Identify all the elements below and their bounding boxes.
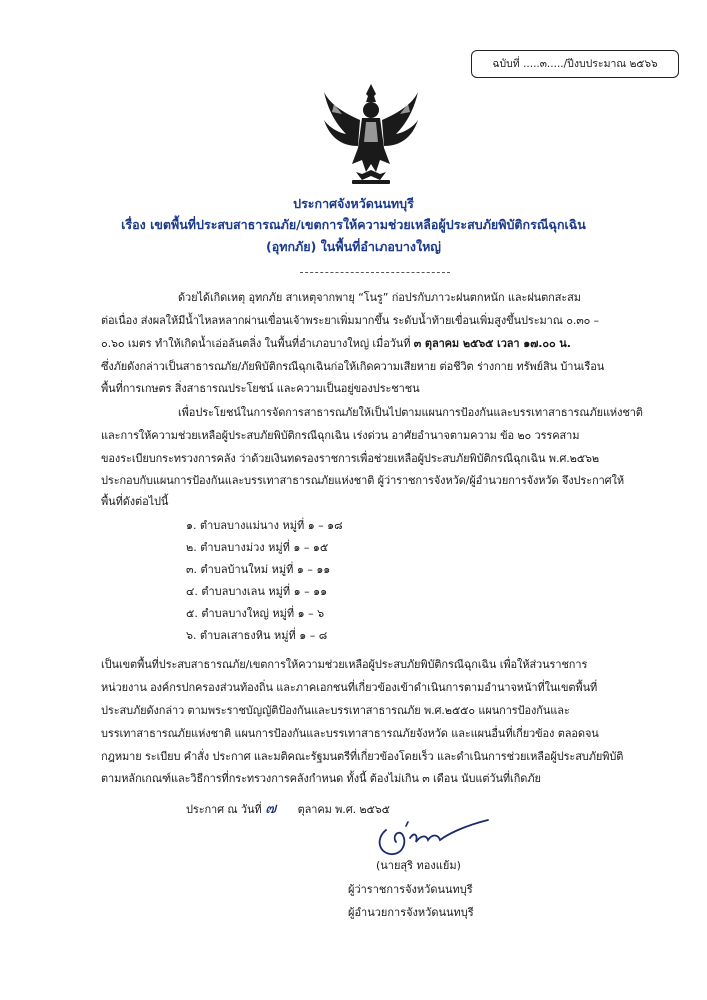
announcement-date [186, 800, 390, 818]
paragraph1-line4: ซึ่งภัยดังกล่าวเป็นสาธารณภัย/ภัยพิบัติกรณีฉุกเฉินก่อให้เกิดความเสียหาย ต่อชีวิต ร่างกาย ทรัพย์สิน บ้านเรือน [101, 360, 605, 373]
paragraph1-line3-text: ๐.๖๐ เมตร ทำให้เกิดน้ำเอ่อล้นตลิ่ง ในพื้นที่อำเภอบางใหญ่ เมื่อวันที่ [101, 337, 414, 350]
signatory-title-director: ผู้อำนวยการจังหวัดนนทบุรี [348, 906, 474, 919]
paragraph2-line4: ประกอบกับแผนการป้องกันและบรรเทาสาธารณภัยแห่งชาติ ผู้ว่าราชการจังหวัด/ผู้อำนวยการจังหวัด จึงประกาศให้ [101, 474, 624, 487]
title-line-3: (อุทกภัย) ในพื้นที่อำเภอบางใหญ่ [266, 239, 441, 254]
issue-number-box: ฉบับที่ .....๓...../ปีงบประมาณ ๒๕๖๖ [471, 50, 679, 78]
paragraph3-line4: บรรเทาสาธารณภัยแห่งชาติ แผนการป้องกันและบรรเทาสาธารณภัยจังหวัด และแผนอื่นที่เกี่ยวข้อง ตลอดจน [101, 727, 599, 740]
paragraph2-line1: เพื่อประโยชน์ในการจัดการสาธารณภัยให้เป็นไปตามแผนการป้องกันและบรรเทาสาธารณภัยแห่งชาติ [178, 406, 643, 419]
area-list-item: ๖. ตำบลเสาธงหิน หมู่ที่ ๑ – ๘ [186, 629, 328, 642]
signature-icon [372, 812, 492, 862]
paragraph1-line3 [101, 336, 571, 352]
paragraph2-line5: พื้นที่ดังต่อไปนี้ [101, 495, 169, 508]
garuda-emblem-icon [322, 82, 420, 186]
area-list-item: ๔. ตำบลบางเลน หมู่ที่ ๑ – ๑๑ [186, 585, 328, 598]
area-list-item: ๑. ตำบลบางแม่นาง หมู่ที่ ๑ – ๑๘ [186, 519, 343, 532]
paragraph2-line2: และการให้ความช่วยเหลือผู้ประสบภัยพิบัติกรณีฉุกเฉิน เร่งด่วน อาศัยอำนาจตามความ ข้อ ๒๐ วรรคสาม [101, 429, 580, 442]
announcement-day: ๗ [264, 799, 277, 817]
title-line-2: เรื่อง เขตพื้นที่ประสบสาธารณภัย/เขตการให้ความช่วยเหลือผู้ประสบภัยพิบัติกรณีฉุกเฉิน [121, 217, 586, 232]
event-datetime: ๓ ตุลาคม ๒๕๖๕ เวลา ๑๗.๐๐ น. [413, 337, 571, 350]
title-line-1: ประกาศจังหวัดนนทบุรี [293, 196, 414, 211]
title-divider [300, 272, 450, 273]
area-list-item: ๕. ตำบลบางใหญ่ หมู่ที่ ๑ – ๖ [186, 607, 325, 620]
area-list-item: ๓. ตำบลบ้านใหม่ หมู่ที่ ๑ – ๑๑ [186, 563, 331, 576]
paragraph3-line2: หน่วยงาน องค์กรปกครองส่วนท้องถิ่น และภาคเอกชนที่เกี่ยวข้องเข้าดำเนินการตามอำนาจหน้าที่ในเขตพื้นที่ [101, 681, 598, 694]
signatory-name: (นายสุริ ทองแย้ม) [376, 859, 461, 872]
paragraph3-line6: ตามหลักเกณฑ์และวิธีการที่กระทรวงการคลังกำหนด ทั้งนี้ ต้องไม่เกิน ๓ เดือน นับแต่วันที่เกิดภัย [101, 772, 541, 785]
paragraph3-line1: เป็นเขตพื้นที่ประสบสาธารณภัย/เขตการให้ความช่วยเหลือผู้ประสบภัยพิบัติกรณีฉุกเฉิน เพื่อให้ส่วนราชการ [101, 658, 588, 671]
paragraph1-line5: พื้นที่การเกษตร สิ่งสาธารณประโยชน์ และความเป็นอยู่ของประชาชน [101, 382, 420, 395]
announcement-month-year: ตุลาคม พ.ศ. ๒๕๖๕ [297, 803, 390, 816]
area-list-item: ๒. ตำบลบางม่วง หมู่ที่ ๑ – ๑๕ [186, 541, 329, 554]
signatory-title-governor: ผู้ว่าราชการจังหวัดนนทบุรี [348, 883, 473, 896]
paragraph3-line5: กฎหมาย ระเบียบ คำสั่ง ประกาศ และมติคณะรัฐมนตรีที่เกี่ยวข้องโดยเร็ว และดำเนินการช่วยเหลือผู้ประสบภัยพิบัติ [101, 750, 624, 763]
paragraph2-line3: ของระเบียบกระทรวงการคลัง ว่าด้วยเงินทดรองราชการเพื่อช่วยเหลือผู้ประสบภัยพิบัติกรณีฉุกเฉิน พ.ศ.๒๕๖๒ [101, 452, 600, 465]
paragraph1-line1: ด้วยได้เกิดเหตุ อุทกภัย สาเหตุจากพายุ “โนรู” ก่อปรกับภาวะฝนตกหนัก และฝนตกสะสม [178, 291, 581, 304]
paragraph1-line2: ต่อเนื่อง ส่งผลให้มีน้ำไหลหลากผ่านเขื่อนเจ้าพระยาเพิ่มมากขึ้น ระดับน้ำท้ายเขื่อนเพิ่มสูงขึ้นประมาณ ๐.๓๐ – [101, 314, 600, 327]
announcement-prefix: ประกาศ ณ วันที่ [186, 803, 262, 816]
paragraph3-line3: ประสบภัยดังกล่าว ตามพระราชบัญญัติป้องกันและบรรเทาสาธารณภัย พ.ศ.๒๕๕๐ แผนการป้องกันและ [101, 704, 570, 717]
